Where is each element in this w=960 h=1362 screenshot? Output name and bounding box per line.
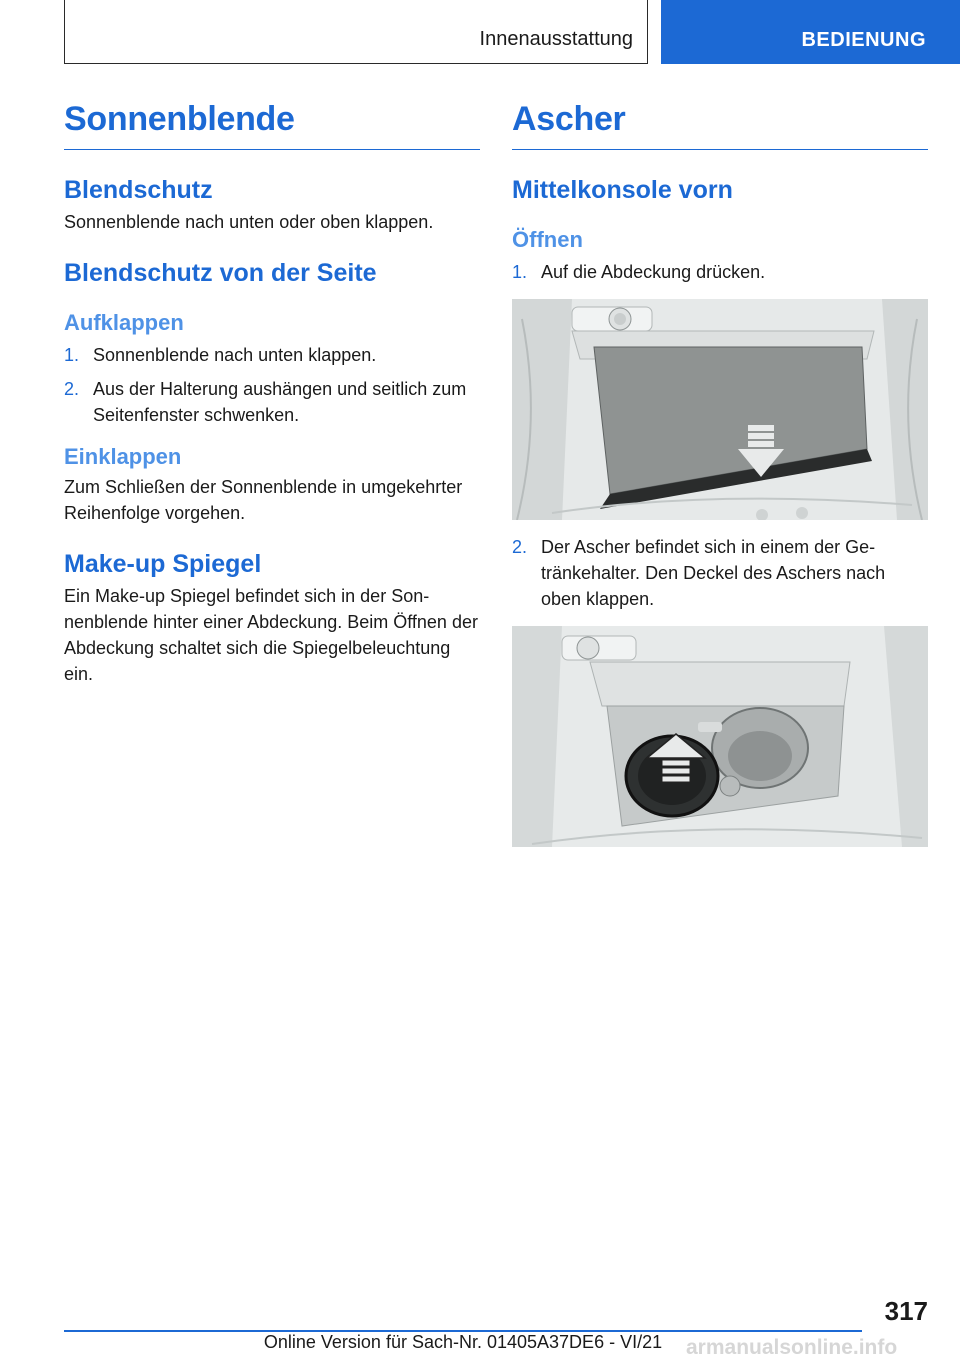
list-item — [512, 259, 928, 285]
watermark: armanualsonline.info — [686, 1336, 898, 1359]
heading-einklappen: Einklappen — [64, 444, 182, 469]
list-item — [512, 534, 928, 612]
list-oeffnen-step2 — [512, 534, 928, 612]
text-makeup-spiegel: Ein Make-up Spiegel befindet sich in der Sonnenblende hinter einer Abdeckung. Beim Öffnen der Abdeckung schaltet sich die Spiegelbeleuchtung ein. — [64, 586, 478, 684]
header-section-box — [64, 0, 648, 64]
heading-mittelkonsole: Mittelkonsole vorn — [512, 176, 733, 204]
console-cover-illustration — [512, 299, 928, 520]
list-item — [64, 342, 480, 368]
step-number: 2. — [512, 537, 528, 557]
step-text: Auf die Abdeckung drücken. — [541, 262, 766, 282]
list-aufklappen — [64, 342, 480, 428]
heading-oeffnen: Öffnen — [512, 227, 583, 252]
heading-blendschutz-seite: Blendschutz von der Seite — [64, 259, 377, 287]
footer-online-version: Online Version für Sach-Nr. 01405A37DE6 - VI/21 — [263, 1332, 663, 1352]
right-column — [512, 100, 928, 861]
text-blendschutz: Sonnenblende nach unten oder oben klappen. — [64, 212, 434, 232]
header-section-title: Innenausstattung — [479, 28, 633, 50]
section-title-ascher: Ascher — [512, 100, 928, 150]
list-oeffnen-step1 — [512, 259, 928, 285]
heading-aufklappen: Aufklappen — [64, 310, 184, 335]
section-title-sonnenblende: Sonnenblende — [64, 100, 480, 150]
header-chapter-tab — [661, 0, 960, 64]
page-number: 317 — [884, 1296, 928, 1326]
step-text: Aus der Halterung aushängen und seitlich zum Seitenfenster schwenken. — [93, 379, 467, 425]
step-number: 1. — [512, 262, 528, 282]
ashtray-illustration — [512, 626, 928, 847]
step-text: Sonnenblende nach unten klappen. — [93, 345, 377, 365]
list-item — [64, 376, 480, 428]
step-text: Der Ascher befindet sich in einem der Getränkehalter. Den Deckel des Aschers nach oben klappen. — [541, 537, 886, 609]
left-column — [64, 100, 480, 687]
heading-blendschutz: Blendschutz — [64, 176, 213, 204]
text-einklappen: Zum Schließen der Sonnenblende in umgekehrter Reihenfolge vorgehen. — [64, 477, 463, 523]
heading-makeup-spiegel: Make-up Spiegel — [64, 550, 262, 578]
header-chapter-title: BEDIENUNG — [801, 29, 926, 51]
step-number: 2. — [64, 379, 80, 399]
step-number: 1. — [64, 345, 80, 365]
